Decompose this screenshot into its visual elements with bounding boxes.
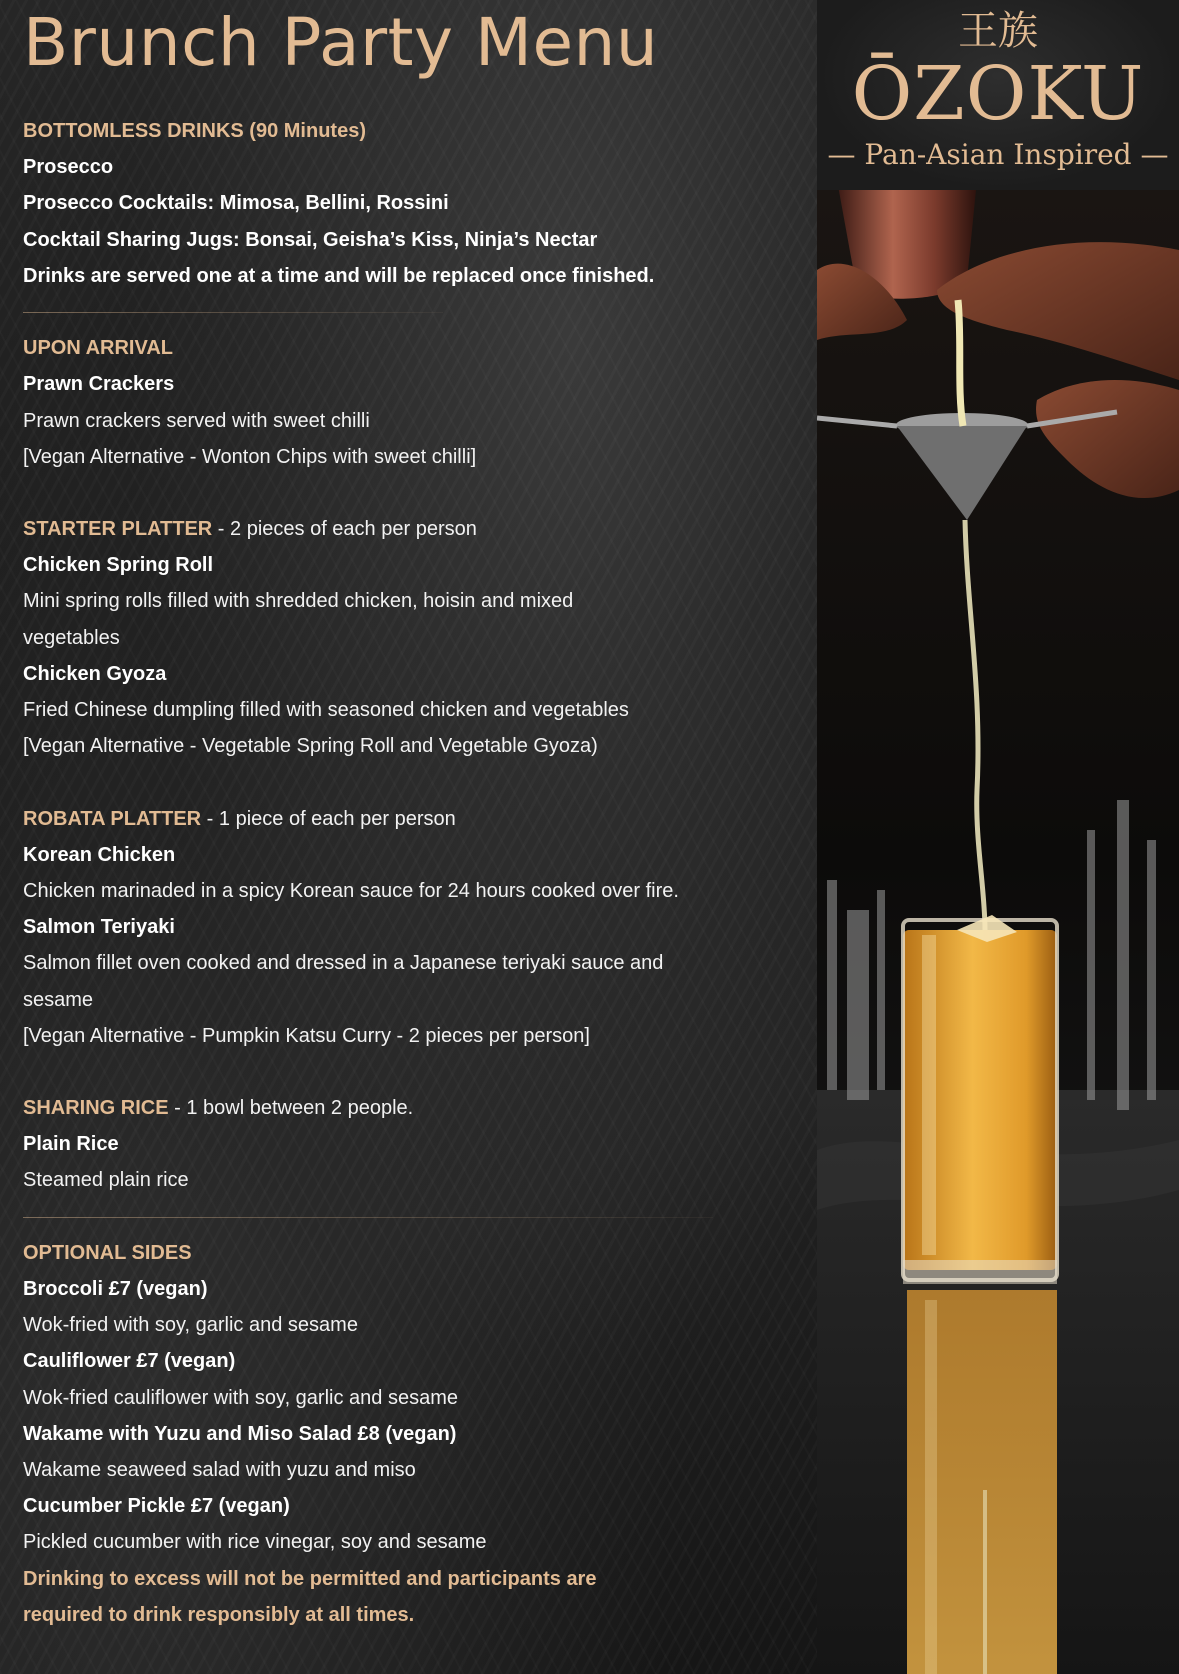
- menu-item-name: Cauliflower £7 (vegan): [23, 1350, 236, 1373]
- section-heading-label: SHARING RICE: [23, 1097, 169, 1120]
- section-heading-label: STARTER PLATTER: [23, 518, 213, 541]
- page-title: Brunch Party Menu: [23, 4, 659, 81]
- section-heading-upon-arrival: [23, 330, 803, 366]
- menu-item-description: Wakame seaweed salad with yuzu and miso: [23, 1458, 416, 1481]
- section-gap: [23, 764, 803, 800]
- section-heading-label: UPON ARRIVAL: [23, 337, 173, 360]
- responsible-drinking-notice: required to drink responsibly at all times.: [23, 1603, 415, 1626]
- vegan-alternative: [Vegan Alternative - Wonton Chips with sweet chilli]: [23, 445, 477, 468]
- section-heading-label: ROBATA PLATTER: [23, 807, 202, 830]
- drink-item: Prosecco: [23, 156, 114, 179]
- cocktail-photo: [817, 190, 1179, 1674]
- menu-item-name: Salmon Teriyaki: [23, 916, 175, 939]
- section-divider: [23, 294, 803, 330]
- menu-body: [23, 113, 803, 1633]
- section-heading-optional-sides: [23, 1235, 803, 1271]
- menu-item-description: Mini spring rolls filled with shredded chicken, hoisin and mixed: [23, 590, 574, 613]
- responsible-drinking-notice: Drinking to excess will not be permitted and participants are: [23, 1567, 597, 1590]
- vegan-alternative: [Vegan Alternative - Vegetable Spring Roll and Vegetable Gyoza): [23, 735, 598, 758]
- menu-item-description: Chicken marinaded in a spicy Korean sauce for 24 hours cooked over fire.: [23, 879, 679, 902]
- vegan-alternative: [Vegan Alternative - Pumpkin Katsu Curry - 2 pieces per person]: [23, 1024, 590, 1047]
- section-heading-label: BOTTOMLESS DRINKS (90 Minutes): [23, 120, 366, 142]
- menu-item-description: Fried Chinese dumpling filled with seasoned chicken and vegetables: [23, 699, 629, 721]
- menu-item-name: Cucumber Pickle £7 (vegan): [23, 1495, 290, 1518]
- section-heading-label: OPTIONAL SIDES: [23, 1241, 192, 1264]
- section-gap: [23, 1054, 803, 1090]
- menu-item-description: Prawn crackers served with sweet chilli: [23, 409, 370, 432]
- menu-item-description: Salmon fillet oven cooked and dressed in a Japanese teriyaki sauce and: [23, 952, 664, 975]
- logo-wordmark: ŌZOKU: [851, 51, 1145, 137]
- drink-item: Cocktail Sharing Jugs: Bonsai, Geisha’s Kiss, Ninja’s Nectar: [23, 228, 598, 251]
- menu-item-description: Steamed plain rice: [23, 1169, 189, 1192]
- menu-item-name: Chicken Gyoza: [23, 662, 167, 685]
- menu-item-name: Wakame with Yuzu and Miso Salad £8 (vegan): [23, 1422, 457, 1445]
- section-gap: [23, 475, 803, 511]
- menu-item-name: Broccoli £7 (vegan): [23, 1278, 208, 1300]
- menu-item-name: Chicken Spring Roll: [23, 554, 214, 577]
- section-heading-robata-platter: [23, 801, 803, 837]
- menu-item-description: sesame: [23, 988, 94, 1011]
- section-heading-sharing-rice: [23, 1090, 803, 1126]
- menu-item-name: Plain Rice: [23, 1133, 119, 1156]
- section-heading-starter-platter: [23, 511, 803, 547]
- section-heading-note: - 1 bowl between 2 people.: [168, 1097, 414, 1120]
- menu-item-name: Prawn Crackers: [23, 373, 175, 396]
- brand-logo: [817, 0, 1179, 190]
- menu-item-description: vegetables: [23, 626, 120, 649]
- menu-item-description: Wok-fried with soy, garlic and sesame: [23, 1314, 358, 1337]
- section-heading-bottomless-drinks: [23, 113, 803, 149]
- section-heading-note: - 1 piece of each per person: [201, 807, 456, 830]
- logo-tagline: — Pan-Asian Inspired —: [827, 138, 1169, 171]
- drink-item: Prosecco Cocktails: Mimosa, Bellini, Rossini: [23, 192, 449, 215]
- drink-note: Drinks are served one at a time and will be replaced once finished.: [23, 264, 655, 287]
- menu-item-description: Wok-fried cauliflower with soy, garlic and sesame: [23, 1386, 458, 1409]
- section-divider: [23, 1199, 803, 1235]
- menu-item-description: Pickled cucumber with rice vinegar, soy and sesame: [23, 1531, 487, 1554]
- logo-kanji: 王族: [958, 8, 1038, 54]
- section-heading-note: - 2 pieces of each per person: [212, 518, 477, 541]
- menu-item-name: Korean Chicken: [23, 843, 176, 866]
